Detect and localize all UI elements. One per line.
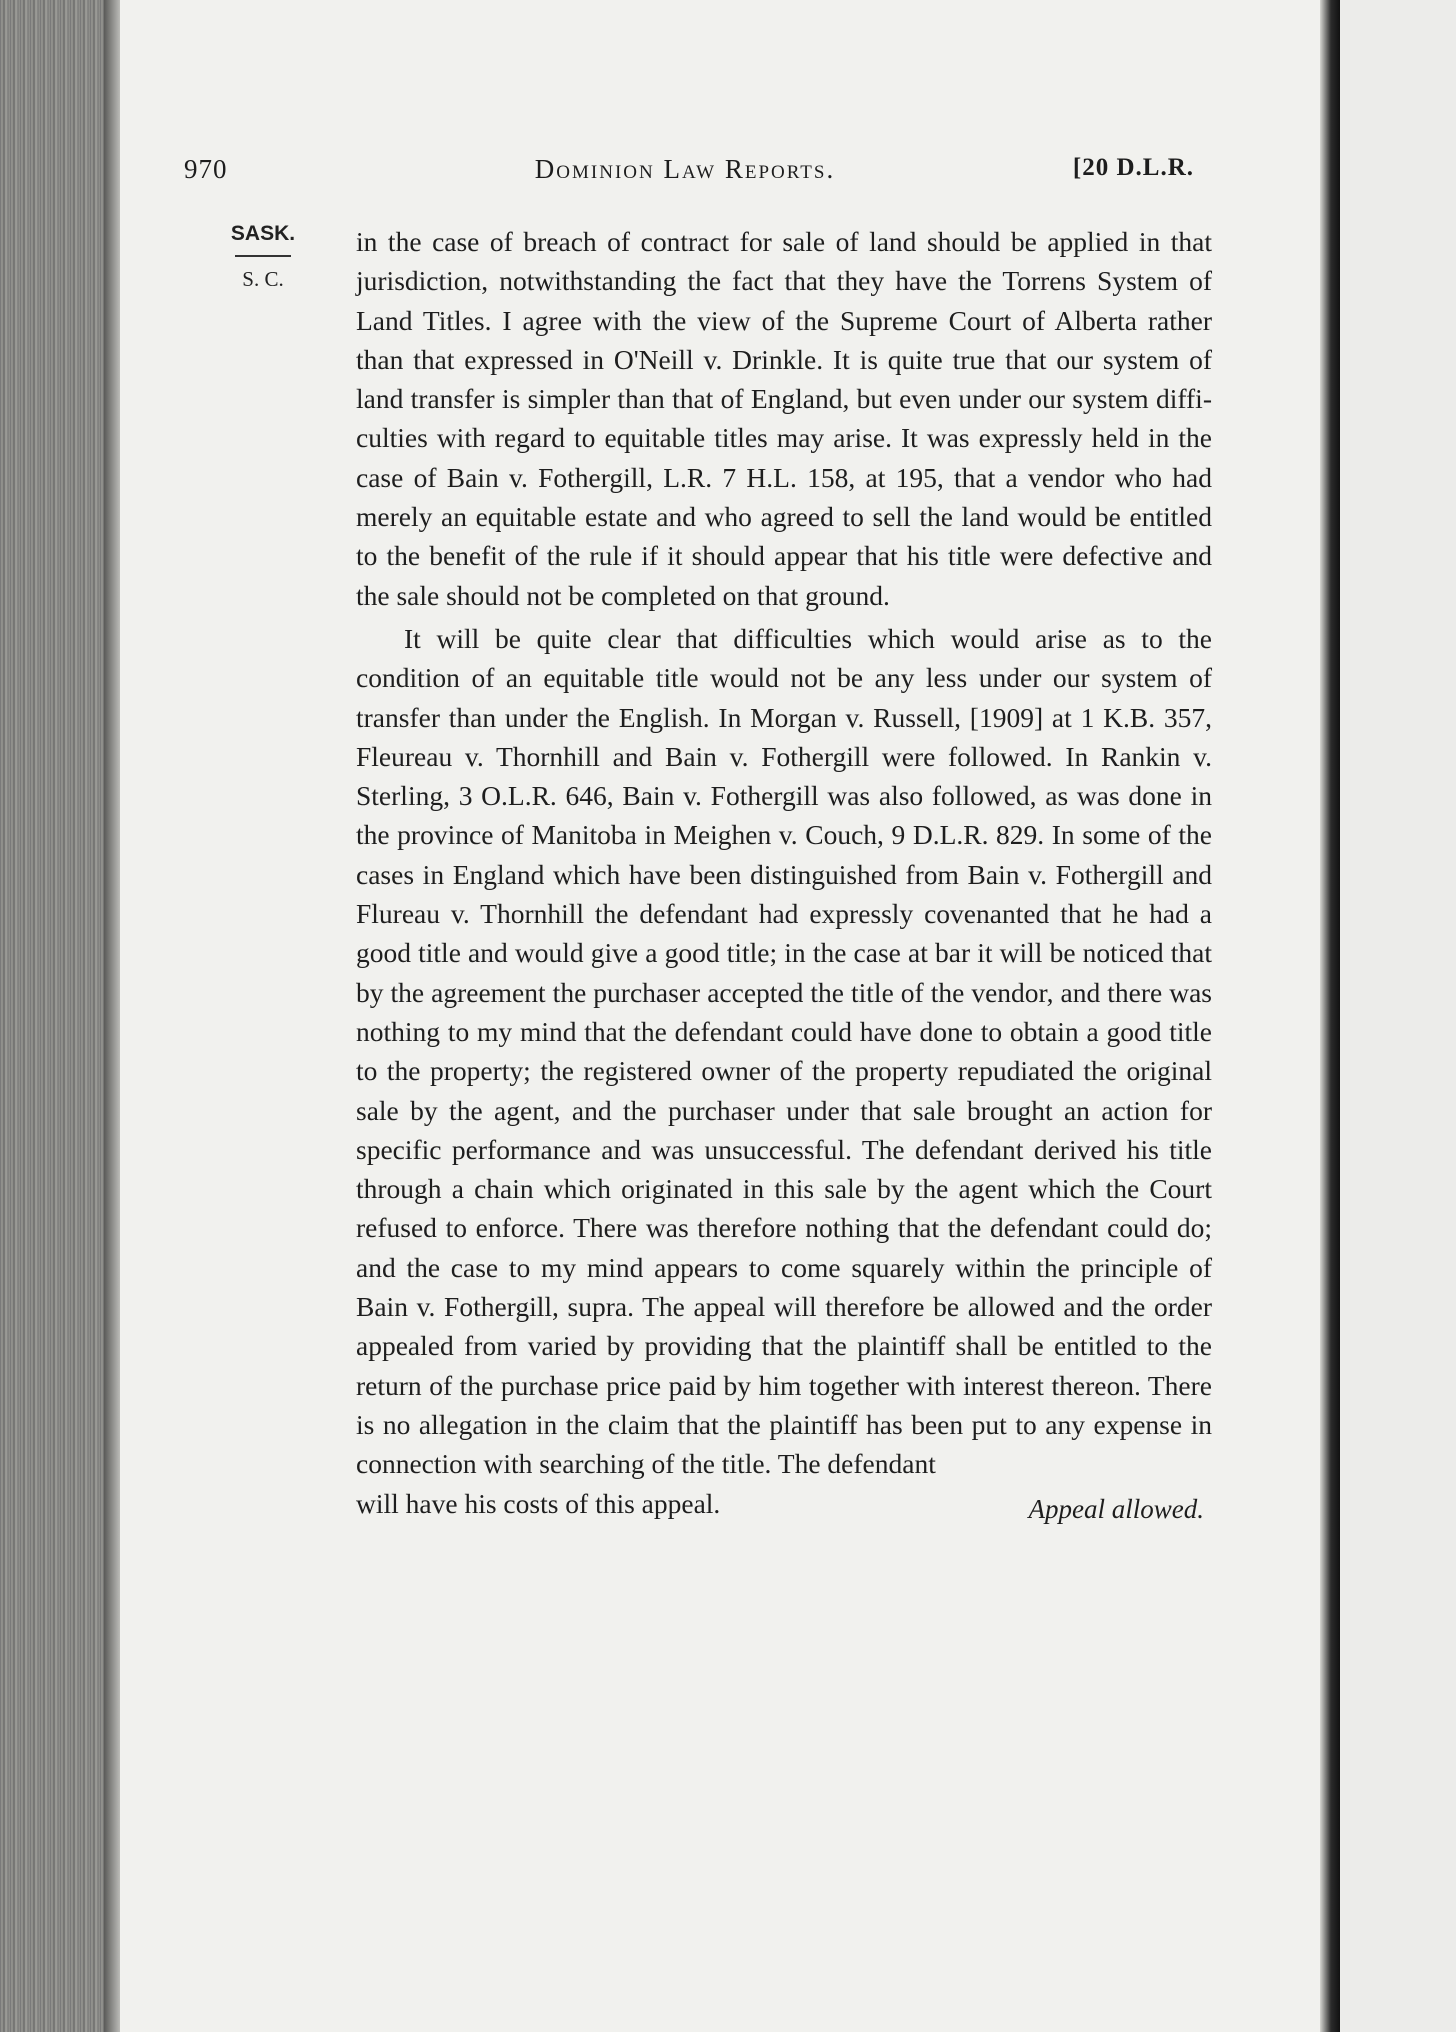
page-number: 970 [184, 154, 228, 184]
paragraph-1: in the case of breach of contract for sale of land should be applied in that jurisdiction, notwithstanding the fact that they have the Torrens System of Land Titles. I agree with the view of the Supreme Court of Alberta rather than that expressed in O'Neill v. Drinkle. It is quite true that our system of land transfer is simpler than that of England, but even under our system difficulties with regard to equitable titles may arise. It was expressly held in the case of Bain v. Fothergill, L.R. 7 H.L. 158, at 195, that a vendor who had merely an equitable estate and who agreed to sell the land would be entitled to the benefit of the rule if it should appear that his title were defective and the sale should not be completed on that ground. [356, 226, 1212, 611]
running-title: Dominion Law Reports. [534, 154, 836, 184]
paragraph-2: It will be quite clear that difficulties which would arise as to the condition of an equitable title would not be any less under our system of transfer than under the English. In Morgan v. Russell, [1909] at 1 K.B. 357, Fleureau v. Thornhill and Bain v. Fothergill were followed. In Rankin v. Sterling, 3 O.L.R. 646, Bain v. Fothergill was also followed, as was done in the province of Manitoba in Meighen v. Couch, 9 D.L.R. 829. In some of the cases in England which have been distinguished from Bain v. Fothergill and Flureau v. Thornhill the defendant had expressly covenanted that he had a good title and would give a good title; in the case at bar it will be noticed that by the agreement the purchaser accepted the title of the vendor, and there was nothing to my mind that the defendant could have done to obtain a good title to the property; the registered owner of the property repudiated the original sale by the agent, and the purchaser under that sale brought an action for specific performance and was unsuccessful. The defendant derived his title through a chain which originated in this sale by the agent which the Court refused to enforce. There was therefore nothing that the defendant could do; and the case to my mind appears to come squarely within the principle of Bain v. Fothergill, supra. The appeal will therefore be allowed and the order appealed from varied by providing that the plaintiff shall be entitled to the return of the purchase price paid by him together with interest thereon. There is no allegation in the claim that the plaintiff has been put to any expense in connection with searching of the title. The defendant [356, 622, 1212, 1480]
book-gutter [1320, 0, 1340, 2032]
closing-sentence: will have his costs of this appeal. [356, 1487, 721, 1519]
book-spine [0, 0, 118, 2032]
facing-page [1340, 0, 1456, 2032]
disposition: Appeal allowed. [1028, 1493, 1204, 1524]
running-header [176, 150, 1194, 198]
jurisdiction-label: SASK. [230, 222, 296, 245]
volume-reference: [20 D.L.R. [1072, 154, 1194, 181]
closing-line [356, 1484, 1212, 1523]
body-text [356, 222, 1212, 1523]
court-label: S. C. [242, 267, 284, 291]
margin-divider [235, 255, 291, 257]
margin-note [222, 222, 304, 292]
